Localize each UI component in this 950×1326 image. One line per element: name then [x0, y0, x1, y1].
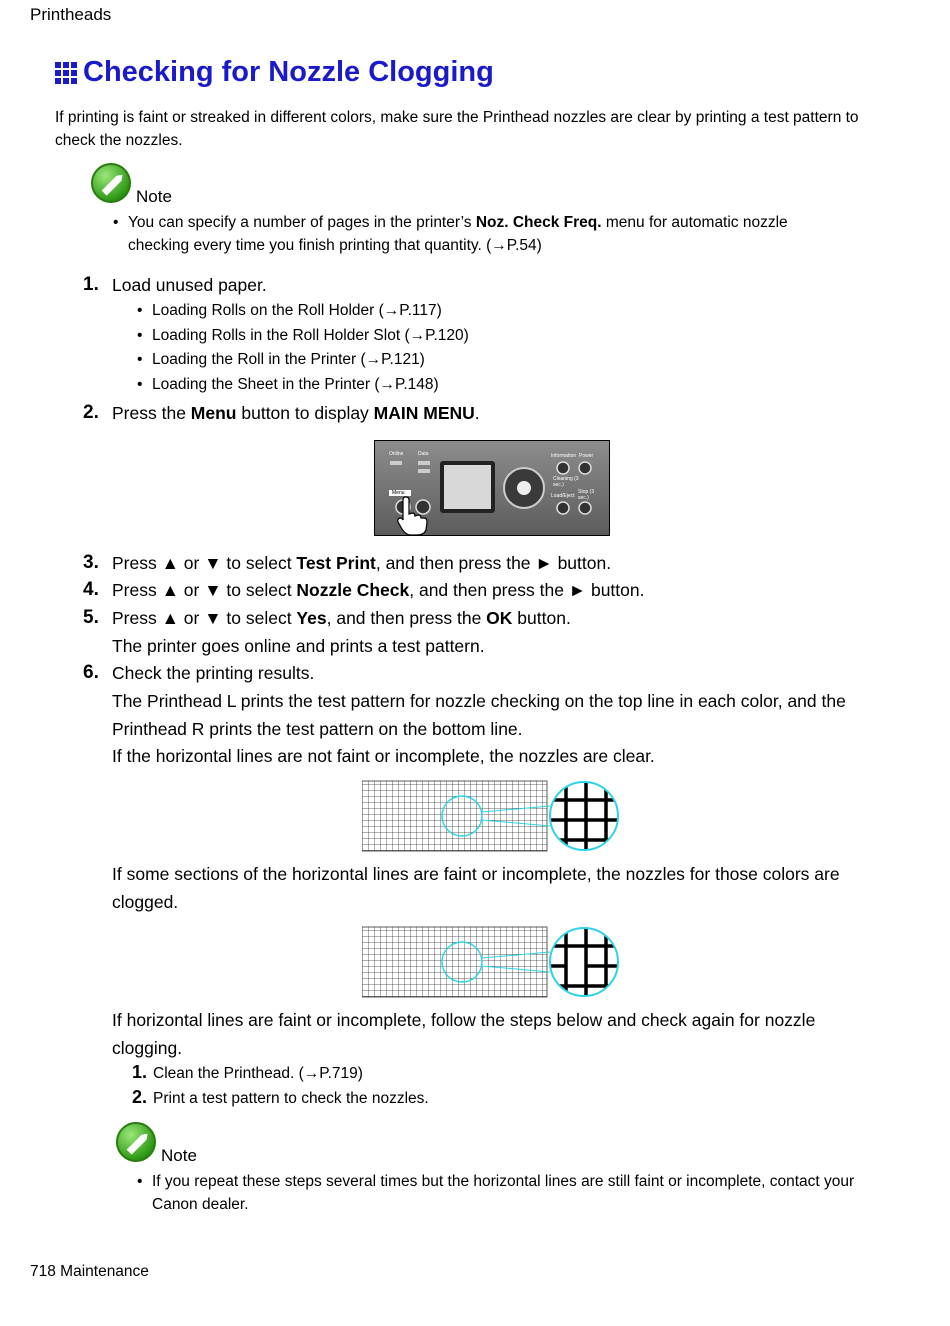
note-pencil-icon: [116, 1122, 156, 1162]
list-item: • Loading the Roll in the Printer (→P.121): [137, 351, 425, 368]
substep-1: 1. Clean the Printhead. (→P.719): [132, 1062, 363, 1082]
control-panel-illustration: [374, 440, 610, 536]
nozzle-pattern-clear: [362, 778, 622, 854]
note-text: • You can specify a number of pages in the printer’s Noz. Check Freq. menu for automatic nozzle checking every time you finish printing that quantity. (→P.54): [113, 214, 788, 254]
panel-label-menu: Menu: [392, 490, 405, 496]
step-6-paragraph-3: If some sections of the horizontal lines are faint or incomplete, the nozzles for those colors are clogged.: [112, 864, 840, 912]
intro-paragraph: If printing is faint or streaked in different colors, make sure the Printhead nozzles are clear by printing a test pattern to check the nozzles.: [55, 109, 859, 149]
panel-label-cleaning: Cleaning (3 sec.): [553, 476, 579, 488]
step-6-paragraph-4: If horizontal lines are faint or incomplete, follow the steps below and check again for nozzle clogging.: [112, 1010, 816, 1058]
step-4: 4. Press ▲ or ▼ to select Nozzle Check, and then press the ► button.: [83, 579, 645, 600]
substep-2: 2. Print a test pattern to check the nozzles.: [132, 1087, 429, 1107]
step-6-paragraph-2: If the horizontal lines are not faint or incomplete, the nozzles are clear.: [112, 746, 655, 766]
panel-label-load-eject: Load/Eject: [551, 493, 575, 499]
panel-label-information: Information: [551, 453, 577, 459]
panel-label-power: Power: [579, 453, 594, 459]
step-6: 6. Check the printing results.: [83, 662, 315, 683]
note-label: Note: [161, 1146, 197, 1165]
hand-pointer-icon: [395, 496, 431, 536]
list-item: • Loading the Sheet in the Printer (→P.148): [137, 376, 439, 393]
list-item: • Loading Rolls in the Roll Holder Slot (→P.120): [137, 327, 469, 344]
panel-label-data: Data: [418, 451, 429, 457]
note-label: Note: [136, 187, 172, 206]
step-6-paragraph-1: The Printhead L prints the test pattern for nozzle checking on the top line in each color, and the Printhead R prints the test pattern on the bottom line.: [112, 691, 846, 739]
page-footer: 718 Maintenance: [30, 1263, 149, 1280]
nozzle-pattern-clogged: [362, 924, 622, 1000]
step-5-result: The printer goes online and prints a test pattern.: [112, 636, 485, 656]
step-5: 5. Press ▲ or ▼ to select Yes, and then press the OK button.: [83, 607, 571, 628]
page-title: [55, 56, 494, 89]
step-2: 2. Press the Menu button to display MAIN MENU.: [83, 402, 480, 423]
note-text: • If you repeat these steps several times but the horizontal lines are still faint or incomplete, contact your Canon dealer.: [137, 1173, 855, 1213]
page-title-text: Checking for Nozzle Clogging: [83, 56, 494, 88]
step-3: 3. Press ▲ or ▼ to select Test Print, and then press the ► button.: [83, 552, 612, 573]
list-item: • Loading Rolls on the Roll Holder (→P.117): [137, 302, 442, 319]
panel-label-online: Online: [389, 451, 404, 457]
step-1: 1. Load unused paper.: [83, 274, 267, 295]
running-header: Printheads: [30, 5, 112, 24]
panel-label-stop: Stop (3 sec.): [578, 489, 595, 501]
grid-icon: [55, 62, 77, 84]
note-pencil-icon: [91, 163, 131, 203]
